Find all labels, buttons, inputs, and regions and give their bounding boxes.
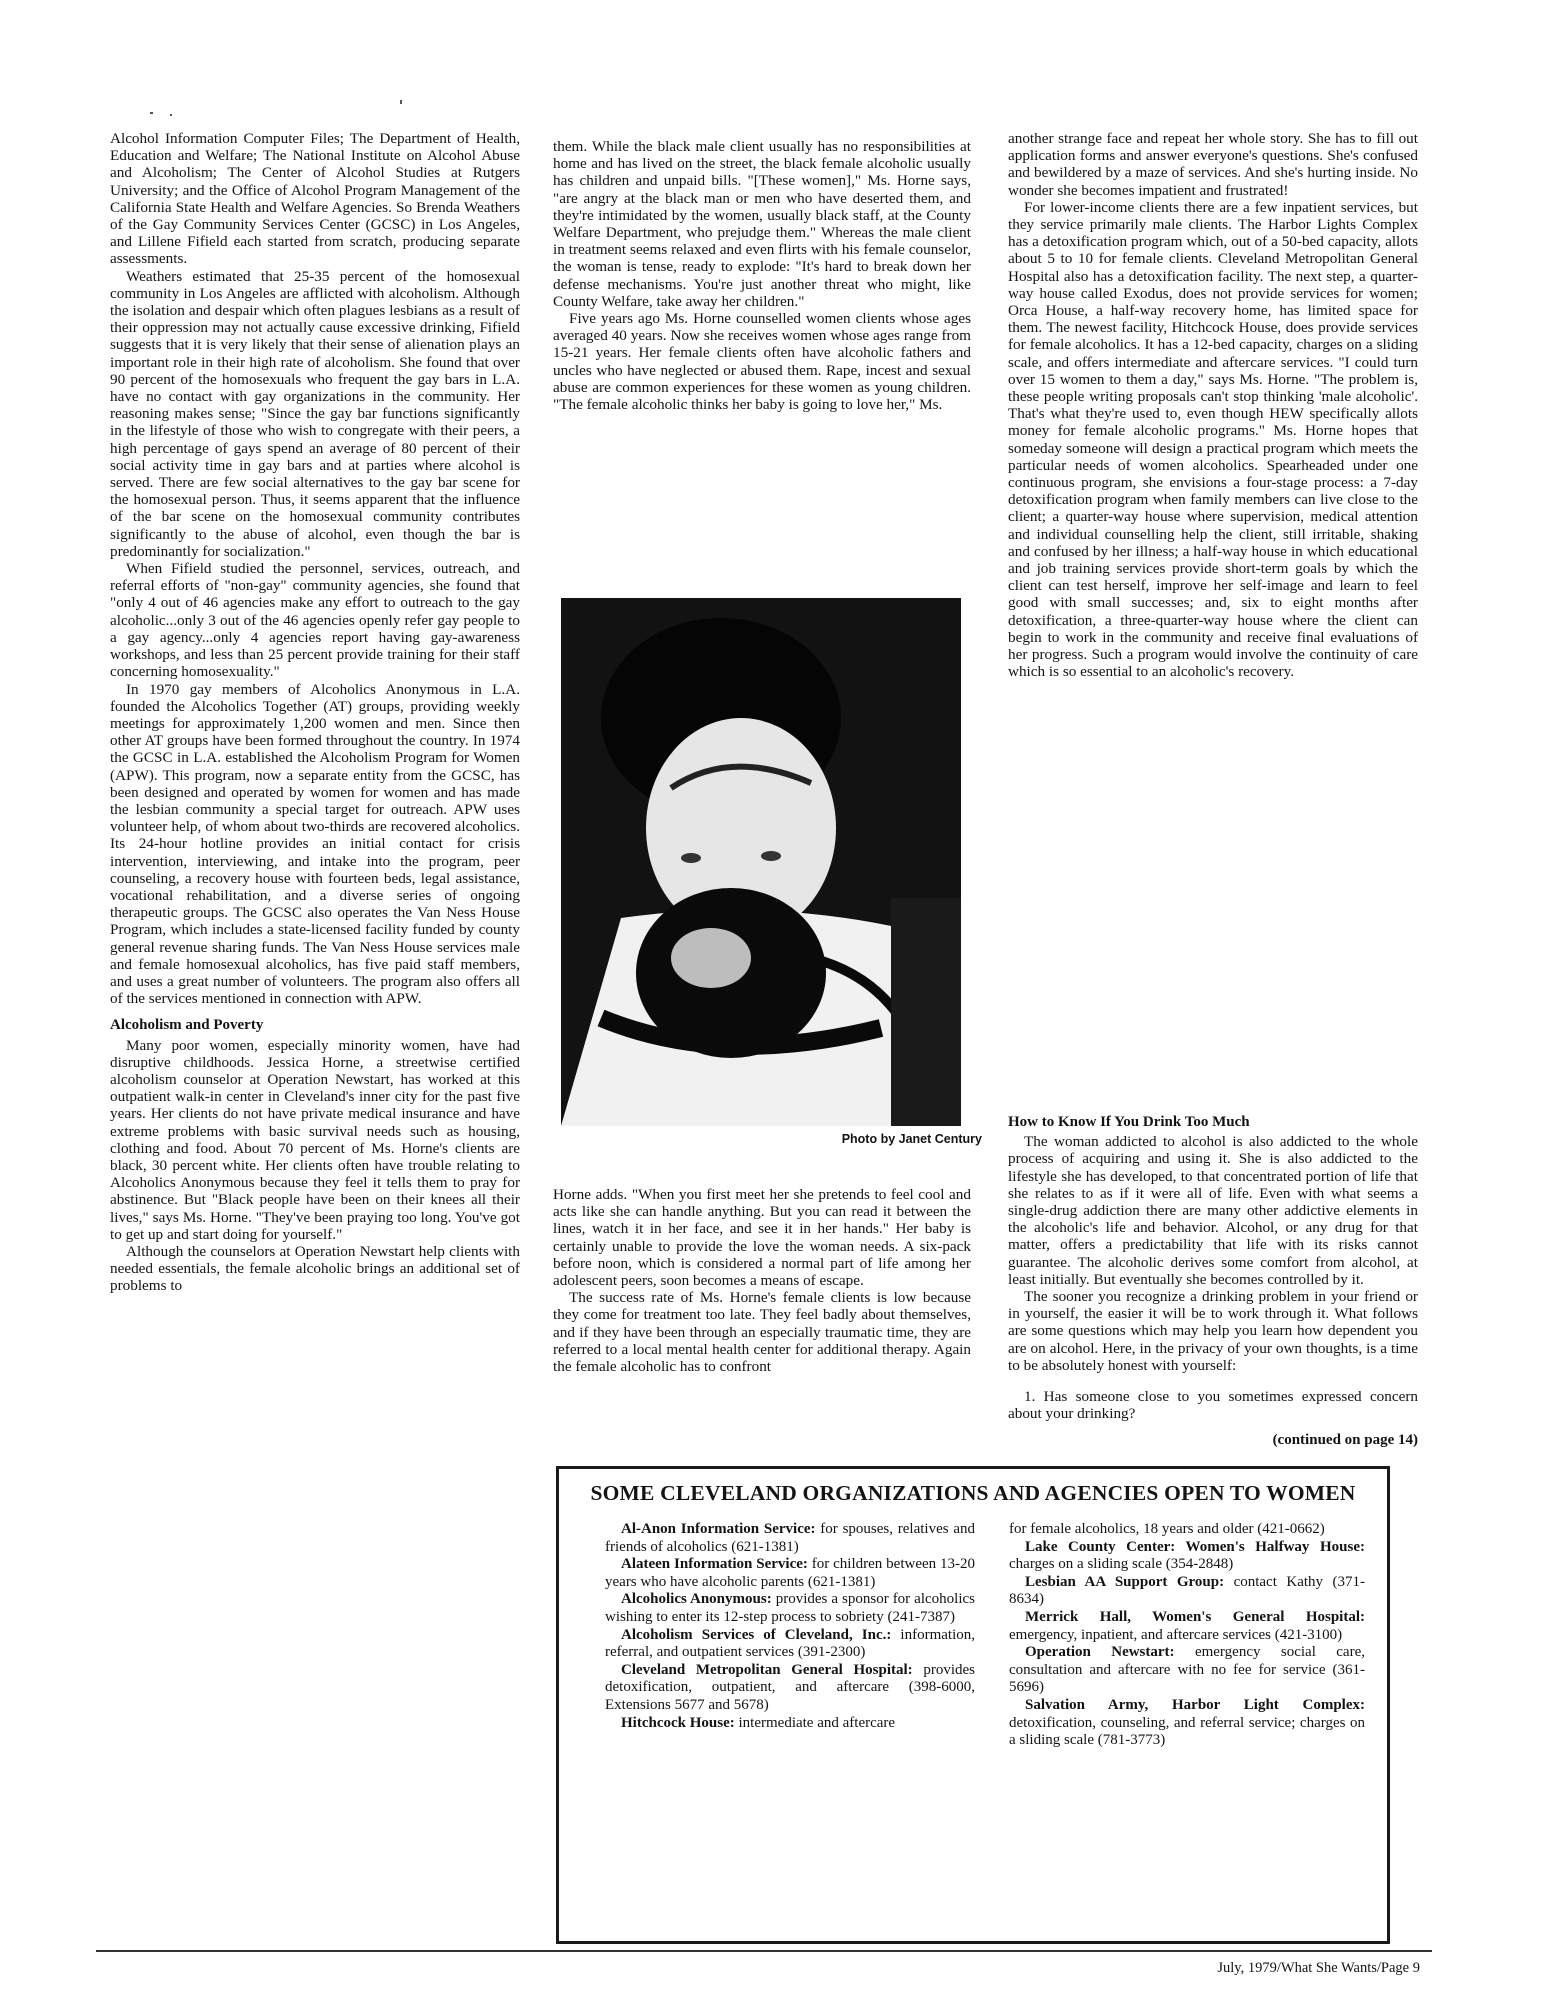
org-entry [1009,1644,1365,1697]
org-desc: contact Kathy (371-8634) [1009,1573,1365,1608]
box-title: SOME CLEVELAND ORGANIZATIONS AND AGENCIES OPEN TO WOMEN [590,1481,1356,1505]
paragraph: The woman addicted to alcohol is also addicted to the whole process of acquiring and using it. She is also addicted to the lifestyle she has developed, to that concentrated portion of life that she relates to as if it were all of life. Even with what seems a single-drug addiction there are many other addictive elements in the alcoholic's life and behavior. Alcohol, or any drug for that matter, offers a predictability that life with its risks cannot guarantee. The alcoholic derives some comfort from alcohol, at least initially. But eventually she becomes controlled by it. [1008,1133,1418,1288]
org-name: Salvation Army, Harbor Light Complex: [1025,1696,1365,1713]
org-name: Cleveland Metropolitan General Hospital: [621,1661,913,1678]
column-2-bottom [553,1186,971,1375]
paragraph: Five years ago Ms. Horne counselled women clients whose ages averaged 40 years. Now she receives women whose ages range from 15-21 years. Her female clients often have alcoholic fathers and uncles who have neglected or abused them. Rape, incest and sexual abuse are common experiences for these women as young children. "The female alcoholic thinks her baby is going to love her," Ms. [553,310,971,414]
photo-mother-and-baby [561,598,961,1126]
org-name: Hitchcock House: [621,1714,735,1731]
paragraph: When Fifield studied the personnel, services, outreach, and referral efforts of "non-gay" community agencies, she found that "only 4 out of 46 agencies make any effort to outreach to the gay alcoholic...only 3 out of the 46 agencies openly refer gay people to a gay agency...only 4 agencies report having gay-awareness workshops, and less than 25 percent provide training for their staff concerning homosexuality." [110,560,520,681]
org-desc: emergency, inpatient, and aftercare services (421-3100) [1009,1626,1343,1643]
org-entry [605,1591,975,1626]
section-heading: Alcoholism and Poverty [110,1017,264,1034]
org-list-left [605,1521,975,1732]
column-2-top [553,138,971,413]
continued-note: (continued on page 14) [1272,1432,1418,1448]
paragraph: Horne adds. "When you first meet her she pretends to feel cool and acts like she can handle anything. But you can read it between the lines, watch it in her face, and see it in her hands." Her baby is certainly unable to provide the love the woman needs. A six-pack before noon, which is considered a normal part of life among her adolescent peers, soon becomes a means of escape. [553,1186,971,1290]
org-name: Operation Newstart: [1025,1644,1175,1661]
org-entry [1009,1697,1365,1750]
org-desc: information, referral, and outpatient services (391-2300) [605,1626,975,1661]
org-entry [1009,1539,1365,1574]
paragraph: The sooner you recognize a drinking problem in your friend or in yourself, the easier it will be to work through it. What follows are some questions which may help you learn how dependent you are on alcohol. Here, in the privacy of your own thoughts, is a time to be absolutely honest with yourself: [1008,1288,1418,1374]
org-name: Merrick Hall, Women's General Hospital: [1025,1608,1365,1625]
paragraph: The success rate of Ms. Horne's female clients is low because they come for treatment too late. They feel badly about themselves, and if they have been through an especially traumatic time, they are referred to a local mental health center for additional therapy. Again the female alcoholic has to confront [553,1289,971,1376]
paragraph: Alcohol Information Computer Files; The Department of Health, Education and Welfare; The National Institute on Alcohol Abuse and Alcoholism; The Center of Alcohol Studies at Rutgers University; and the Office of Alcohol Program Management of the California State Health and Welfare Agencies. So Brenda Weathers of the Gay Community Services Center (GCSC) in Los Angeles, and Lillene Fifield each started from scratch, producing separate assessments. [110,130,520,268]
paragraph: Weathers estimated that 25-35 percent of the homosexual community in Los Angeles are afflicted with alcoholism. Although the isolation and despair which often plagues lesbians as a result of their oppression may not actually cause excessive drinking, Fifield suggests that it is very likely that their sense of alienation plays an important role in their high rate of alcoholism. She found that over 90 percent of the homosexuals who frequent the gay bars in L.A. have no contact with gay organizations in the community. Her reasoning makes sense; "Since the gay bar functions significantly in the lifestyle of those who wish to congregate with their peers, a high percentage of gays spend an average of 80 percent of their social activity time in gay bars and at parties where alcohol is served. There are few social alternatives to the gay bar scene for the homosexual person. Thus, it seems apparent that the influence of the bar scene on the homosexual community contributes significantly to the abuse of alcohol, even though the bar is predominantly for socialization." [110,267,520,560]
org-desc: charges on a sliding scale (354-2848) [1009,1556,1234,1573]
scan-speck [170,114,172,116]
paragraph: them. While the black male client usually has no responsibilities at home and has lived on the street, the black female alcoholic usually has children and unpaid bills. "[These women]," Ms. Horne says, "are angry at the black man or men who have deserted them, and they're intimidated by the women, usually black staff, at the County Welfare Department, who prejudge them." Whereas the male client in treatment seems relaxed and even flirts with his female counselor, the woman is tense, ready to explode: "It's hard to break down her defense mechanisms. You're just another threat who might, like County Welfare, take away her children." [553,138,971,310]
org-name: Al-Anon Information Service: [621,1521,816,1537]
paragraph: another strange face and repeat her whole story. She has to fill out application forms and answer everyone's questions. She's confused and bewildered by a maze of services. And she's hurting inside. No wonder she becomes impatient and frustrated! [1008,130,1418,199]
page-footer: July, 1979/What She Wants/Page 9 [1217,1960,1420,1976]
paragraph: Although the counselors at Operation Newstart help clients with needed essentials, the female alcoholic brings an additional set of problems to [110,1243,520,1295]
org-entry [1009,1574,1365,1609]
org-name: Alcoholics Anonymous: [621,1591,772,1608]
org-desc: for spouses, relatives and friends of alcoholics (621-1381) [605,1521,975,1555]
paragraph: In 1970 gay members of Alcoholics Anonymous in L.A. founded the Alcoholics Together (AT) groups, providing weekly meetings for approximately 1,200 women and men. Since then other AT groups have been formed throughout the country. In 1974 the GCSC in L.A. established the Alcoholism Program for Women (APW). This program, now a separate entity from the GCSC, has been designed and operated by women for women and has made the lesbian community a special target for outreach. APW uses volunteer help, of whom about two-thirds are recovered alcoholics. Its 24-hour hotline provides an initial contact for crisis intervention, interviewing, and intake into the program, peer counseling, a recovery house with fourteen beds, legal assistance, vocational rehabilitation, and a diverse series of ongoing therapeutic groups. The GCSC also operates the Van Ness House Program, which includes a state-licensed facility funded by county general revenue sharing funds. The Van Ness House services male and female homosexual alcoholics, has five paid staff members, and uses a great number of volunteers. The program also offers all of the services mentioned in connection with APW. [110,680,520,1008]
org-name: Alateen Information Service: [621,1556,808,1573]
org-entry [1009,1609,1365,1644]
section-heading: How to Know If You Drink Too Much [1008,1114,1250,1130]
scan-speck [150,112,153,114]
org-desc: emergency social care, consultation and aftercare with no fee for service (361-5696) [1009,1644,1365,1696]
organizations-box [556,1466,1390,1944]
column-3-top [1008,130,1418,681]
footer-rule [96,1950,1432,1952]
org-entry-continued: for female alcoholics, 18 years and older (421-0662) [1009,1521,1325,1537]
paragraph: For lower-income clients there are a few inpatient services, but they service primarily male clients. The Harbor Lights Complex has a detoxification program which, out of a 50-bed capacity, allots about 5 to 10 for female clients. Cleveland Metropolitan General Hospital also has a detoxification facility. The next step, a quarter-way house called Exodus, does not provide services for women; Orca House, a half-way recovery home, has limited space for them. The newest facility, Hitchcock House, does provide services for female alcoholics. It has a 12-bed capacity, charges on a sliding scale, and offers intermediate and aftercare services. "I could turn over 15 women to them a day," says Ms. Horne. "The problem is, these people writing proposals can't stop thinking 'male alcoholic'. That's what they're used to, even though HEW specifically allots money for female alcoholic programs." Ms. Horne hopes that someday someone will design a practical program which meets the particular needs of women alcoholics. Spearheaded under one continuous program, she envisions a four-stage process: a 7-day detoxification program when family members can live close to the client; a quarter-way house where supervision, medical attention and individual counselling help the client, still irritable, shaking and confused by her illness; a half-way house in which educational and job training services provide short-term goals by which the client can test herself, improve her self-image and learn to feel good with small successes; and, six to eight months after detoxification, a three-quarter-way house where the client can begin to work in the community and receive final evaluations of her progress. Such a program would involve the continuity of care which is so essential to an alcoholic's recovery. [1008,198,1418,681]
org-entry [605,1521,975,1556]
org-name: Lake County Center: Women's Halfway House: [1025,1538,1365,1555]
column-3-bottom [1008,1104,1418,1422]
org-desc: detoxification, counseling, and referral service; charges on a sliding scale (781-3773) [1009,1714,1365,1749]
org-entry [605,1662,975,1715]
org-desc: intermediate and aftercare [734,1714,896,1731]
paragraph: Many poor women, especially minority women, have had disruptive childhoods. Jessica Horne, a streetwise certified alcoholism counselor at Operation Newstart, has worked at this outpatient walk-in center in Cleveland's inner city for the past five years. Her clients do not have private medical insurance and have extreme problems with basic survival needs such as housing, clothing and food. About 70 percent of Ms. Horne's clients are black, 30 percent white. Her clients often have trouble relating to Alcoholics Anonymous because they feel it tells them to pray for abstinence. But "Black people have been on their knees all their lives," says Ms. Horne. "They've been praying too long. You've got to get up and start doing for yourself." [110,1036,520,1243]
question: 1. Has someone close to you sometimes expressed concern about your drinking? [1008,1388,1418,1423]
scan-speck [400,100,402,104]
org-entry [605,1556,975,1591]
org-list-right [1009,1521,1365,1750]
org-desc: for children between 13-20 years who have alcoholic parents (621-1381) [605,1556,976,1590]
org-name: Alcoholism Services of Cleveland, Inc.: [621,1626,892,1643]
photo-credit: Photo by Janet Century [841,1132,982,1146]
org-entry [605,1627,975,1662]
column-1 [110,130,520,1295]
org-entry [605,1715,975,1733]
org-desc: provides a sponsor for alcoholics wishing to enter its 12-step process to sobriety (241-7387) [605,1591,975,1625]
org-desc: provides detoxification, outpatient, and aftercare (398-6000, Extensions 5677 and 5678) [605,1661,975,1713]
org-name: Lesbian AA Support Group: [1025,1573,1225,1590]
